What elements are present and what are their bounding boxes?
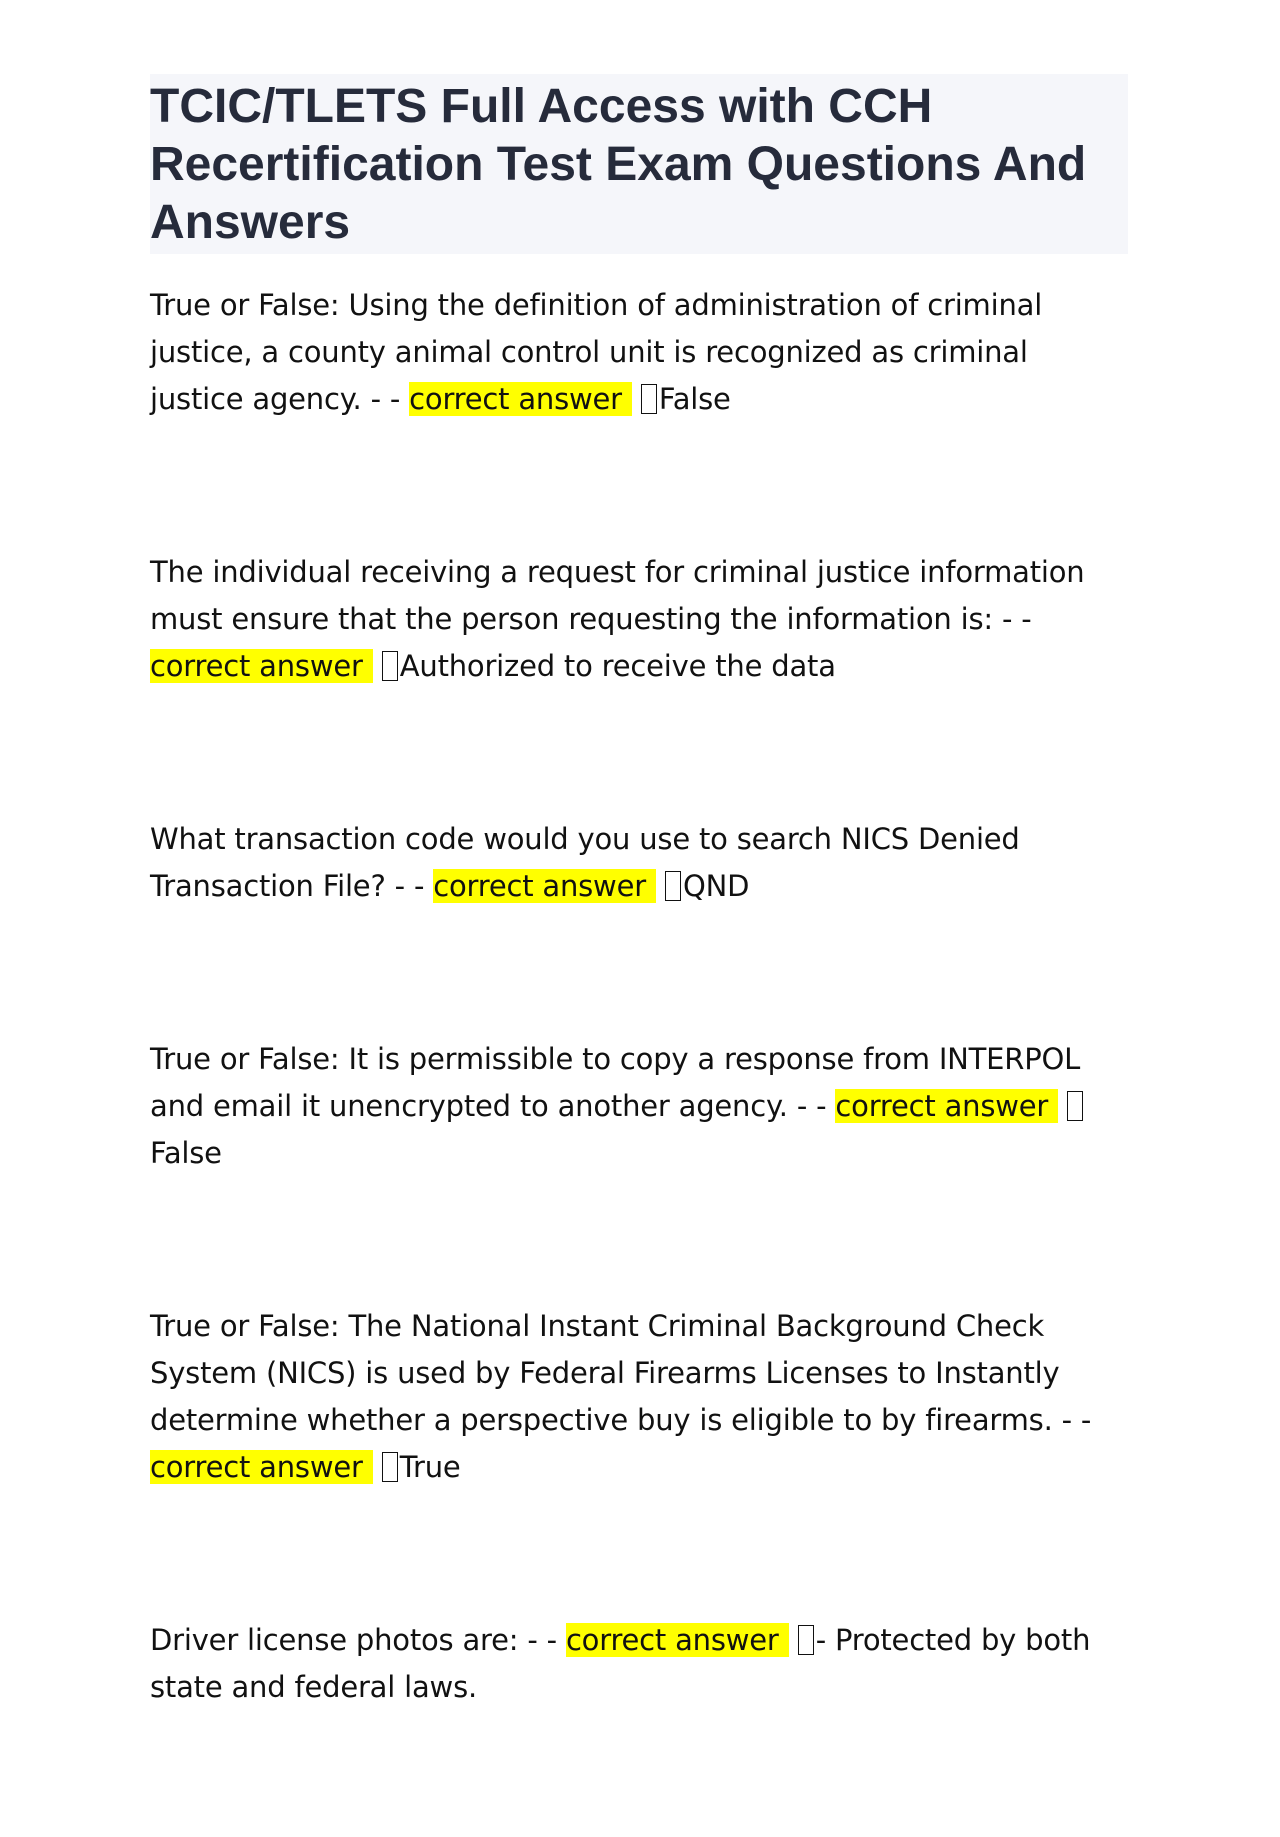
question-text: Driver license photos are: - - xyxy=(150,1623,566,1657)
answer-text: False xyxy=(658,382,731,416)
answer-highlight: correct answer xyxy=(409,382,632,416)
answer-text: False xyxy=(150,1136,222,1170)
qa-item xyxy=(150,1036,1128,1177)
document-page xyxy=(150,74,1128,1837)
answer-highlight: correct answer xyxy=(150,649,373,683)
qa-list xyxy=(150,282,1128,1711)
answer-highlight: correct answer xyxy=(433,869,656,903)
missing-glyph-icon xyxy=(1067,1091,1083,1121)
answer-highlight: correct answer xyxy=(150,1450,373,1484)
missing-glyph-icon xyxy=(798,1625,814,1655)
answer-text: True xyxy=(399,1450,461,1484)
question-text: What transaction code would you use to search NICS Denied Transaction File? - - xyxy=(150,822,1020,903)
page-title: TCIC/TLETS Full Access with CCH Recertification Test Exam Questions And Answers xyxy=(150,80,1087,249)
question-text: True or False: It is permissible to copy a response from INTERPOL and email it unencrypted to another agency. - - xyxy=(150,1042,1081,1123)
answer-text: QND xyxy=(682,869,750,903)
qa-item xyxy=(150,1617,1128,1711)
question-text: True or False: Using the definition of administration of criminal justice, a county animal control unit is recognized as criminal justice agency. - - xyxy=(150,288,1043,416)
qa-item xyxy=(150,1303,1128,1491)
qa-item xyxy=(150,282,1128,423)
missing-glyph-icon xyxy=(382,1452,398,1482)
answer-highlight: correct answer xyxy=(566,1623,789,1657)
title-block xyxy=(150,74,1128,254)
answer-text: - Protected by both state and federal laws. xyxy=(150,1623,1091,1704)
missing-glyph-icon xyxy=(382,651,398,681)
answer-highlight: correct answer xyxy=(835,1089,1058,1123)
missing-glyph-icon xyxy=(641,384,657,414)
answer-text: Authorized to receive the data xyxy=(399,649,836,683)
missing-glyph-icon xyxy=(665,871,681,901)
question-text: True or False: The National Instant Criminal Background Check System (NICS) is used by Federal Firearms Licenses to Instantly determine whether a perspective buy is eligible to by firearms. - - xyxy=(150,1309,1092,1437)
qa-item xyxy=(150,549,1128,690)
qa-item xyxy=(150,816,1128,910)
question-text: The individual receiving a request for criminal justice information must ensure that the person requesting the information is: - - xyxy=(150,555,1085,636)
